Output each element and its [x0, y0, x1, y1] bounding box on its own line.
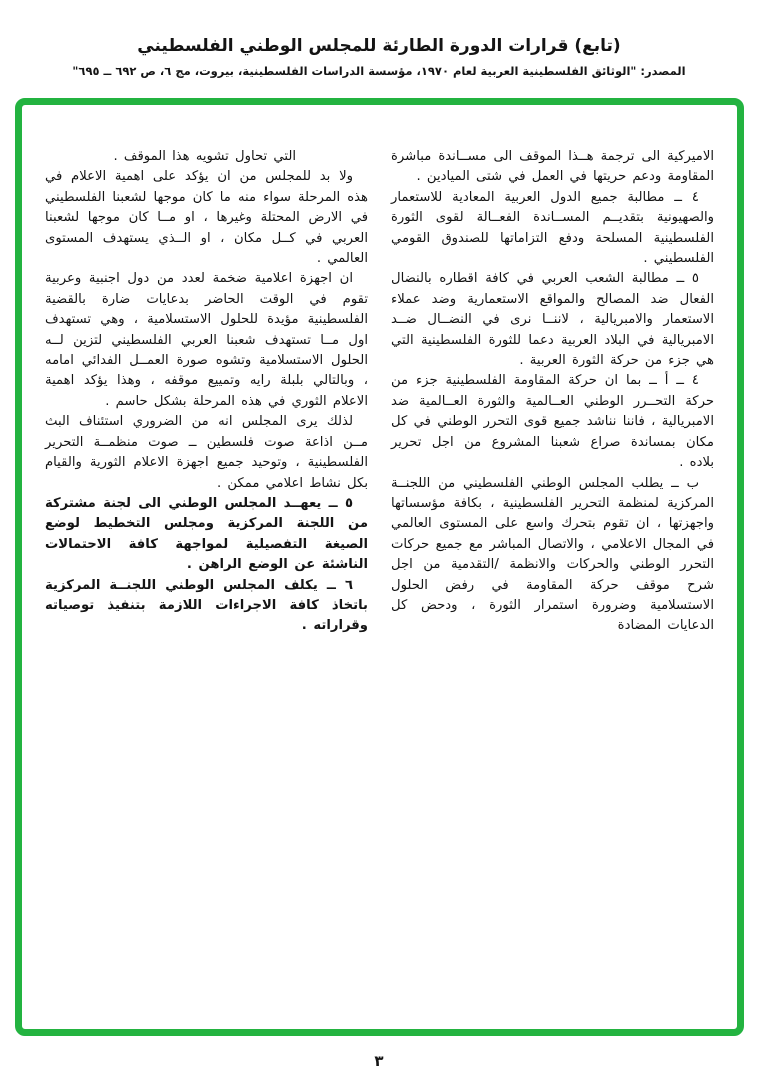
text-column-left — [45, 147, 368, 637]
paragraph: ٥ ــ يعهــد المجلس الوطني الى لجنة مشتركة من اللجنة المركزية ومجلس التخطيط لوضع الصيغة التفصيلية لمواجهة كافة الاحتمالات الناشئة عن الوضع الراهن . — [45, 495, 368, 573]
paragraph: لذلك يرى المجلس انه من الضروري استئناف البث مــن اذاعة صوت فلسطين ــ صوت منظمــة التحرير الفلسطينية ، وتوحيد جميع اجهزة الاعلام الثورية والقيام بكل نشاط اعلامي ممكن . — [45, 414, 368, 491]
source-citation: المصدر: "الوثائق الفلسطينية العربية لعام ١٩٧٠، مؤسسة الدراسات الفلسطينية، بيروت، مج ٦، ص ٦٩٢ ــ ٦٩٥" — [72, 64, 686, 78]
document-footer — [0, 1052, 758, 1070]
two-column-text-area — [22, 105, 737, 637]
paragraph: التي تحاول تشويه هذا الموقف . — [113, 149, 296, 164]
document-header — [0, 36, 758, 78]
paragraph: الاميركية الى ترجمة هــذا الموقف الى مســاندة مباشرة المقاومة ودعم حريتها في العمل في شتى الميادين . — [391, 149, 714, 185]
page-title: (تابع) قرارات الدورة الطارئة للمجلس الوطني الفلسطيني — [137, 36, 621, 56]
highlight-border-box — [15, 98, 744, 1036]
paragraph: ٤ ــ أ ــ بما ان حركة المقاومة الفلسطينية جزء من حركة التحــرر الوطني العــالمية والثورة العــالمية ضد الامبريالية ، فاننا نناشد جميع قوى التحرر الوطني في كل مكان بمساندة صراع شعبنا المشروع من اجل تحرير بلاده . — [391, 373, 714, 471]
paragraph: ٥ ــ مطالبة الشعب العربي في كافة اقطاره بالنضال الفعال ضد المصالح والمواقع الاستعمارية وضد عملاء الاستعمار والامبريالية ، لاننــا نرى في النضــال ضــد الامبريالية في البلاد العربية دعما للثورة الفلسطينية التي هي جزء من حركة الثورة العربية . — [391, 271, 714, 369]
paragraph: ٤ ــ مطالبة جميع الدول العربية المعادية للاستعمار والصهيونية بتقديــم المســاندة الفعــالة لقوى الثورة الفلسطينية المسلحة ودفع التزاماتها للصندوق القومي الفلسطيني . — [391, 189, 714, 267]
paragraph: ولا بد للمجلس من ان يؤكد على اهمية الاعلام في هذه المرحلة سواء منه ما كان موجها لشعبنا الفلسطيني في الارض المحتلة وغيرها ، او مــا كان موجها لشعبنا العربي في كــل مكان ، او الــذي يستهدف المستوى العالمي . — [45, 169, 368, 267]
paragraph: ان اجهزة اعلامية ضخمة لعدد من دول اجنبية وعربية تقوم في الوقت الحاضر بدعايات ضارة بالقضية الفلسطينية مؤيدة للحلول الاستسلامية ، وهي تستهدف اول مــا تستهدف شعبنا العربي الفلسطيني لتزين لــه الحلول الاستسلامية وتشوه صورة العمــل الفدائي امامه ، وبالتالي بلبلة رايه وتمييع موقفه ، وهذا يؤكد اهمية الاعلام الثوري في هذه المرحلة بشكل حاسم . — [45, 271, 368, 409]
paragraph: ب ــ يطلب المجلس الوطني الفلسطيني من اللجنــة المركزية لمنظمة التحرير الفلسطينية ، بكافة مؤسساتها واجهزتها ، ان تقوم بتحرك واسع على المستوى العالمي في المجال الاعلامي ، والاتصال المباشر مع جميع حركات التحرر الوطني والحركات والانظمة /التقدمية من اجل شرح موقف حركة المقاومة في رفض الحلول الاستسلامية وضرورة استمرار الثورة ، ودحض كل الدعايات المضادة — [391, 475, 714, 634]
page-number: ٣ — [374, 1052, 384, 1070]
paragraph: ٦ ــ يكلف المجلس الوطني اللجنــة المركزية باتخاذ كافة الاجراءات اللازمة بتنفيذ توصياته وقراراته . — [45, 577, 368, 634]
text-column-right — [391, 147, 714, 637]
